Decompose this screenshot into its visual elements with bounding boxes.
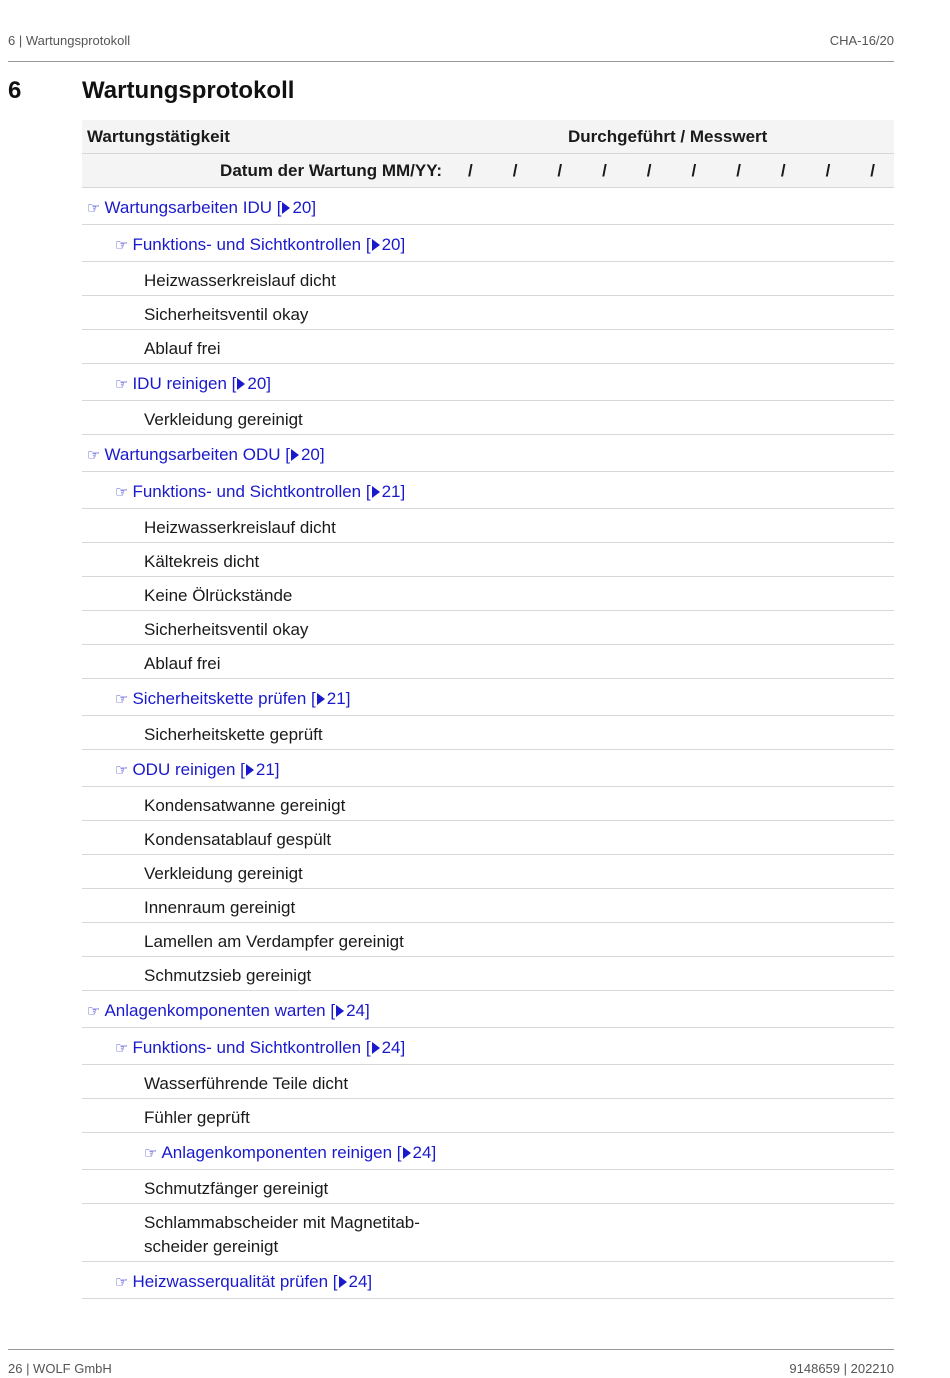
date-slash: / [691,161,697,180]
checklist-item-text: Lamellen am Verdampfer gereinigt [144,932,404,951]
checklist-row [82,262,894,296]
header-divider [8,61,894,62]
page-footer [8,1361,894,1376]
section-link-row[interactable] [82,1133,894,1170]
maintenance-table [82,120,894,1299]
section-link[interactable] [115,1036,405,1061]
date-slash: / [602,161,607,180]
chapter-title: Wartungsprotokoll [82,77,295,104]
date-label: Datum der Wartung MM/YY: [220,161,442,180]
triangle-right-icon [317,693,325,705]
checklist-item-line1: Schlammabscheider mit Magnetitab- [144,1213,420,1232]
section-link[interactable] [115,687,350,712]
footer-company: 26 | WOLF GmbH [8,1361,112,1376]
section-link[interactable] [115,758,280,783]
date-slash: / [512,161,518,180]
section-link-label: Anlagenkomponenten reinigen [ [161,1143,402,1162]
page-reference: 24] [412,1143,437,1162]
page-reference: 21] [326,689,351,708]
section-link-row[interactable] [82,435,894,472]
pointing-hand-icon: ☞ [87,1003,101,1020]
checklist-item-text: Kondensatablauf gespült [144,830,332,849]
section-link-row[interactable] [82,472,894,509]
pointing-hand-icon: ☞ [87,200,101,217]
checklist-item-text: Wasserführende Teile dicht [144,1074,349,1093]
date-slash: / [557,161,563,180]
pointing-hand-icon: ☞ [115,237,129,254]
chapter-number: 6 [8,77,22,104]
page-reference: 20] [381,235,406,254]
pointing-hand-icon: ☞ [115,691,129,708]
triangle-right-icon [339,1276,347,1288]
page-reference: 20] [292,198,317,217]
section-link-label: Anlagenkomponenten warten [ [104,1001,336,1020]
checklist-item-text: Sicherheitsventil okay [144,305,309,324]
checklist-row [82,543,894,577]
triangle-right-icon [291,449,299,461]
triangle-right-icon [372,486,380,498]
date-header-row [82,154,894,188]
checklist-item-text: Fühler geprüft [144,1108,250,1127]
checklist-item-text: Ablauf frei [144,654,221,673]
checklist-row [82,855,894,889]
section-link-row[interactable] [82,679,894,716]
checklist-item-text: Kältekreis dicht [144,552,260,571]
date-slash: / [870,161,876,180]
checklist-item-text: Keine Ölrückstände [144,586,293,605]
section-link[interactable] [115,233,405,258]
triangle-right-icon [372,1042,380,1054]
section-link[interactable] [115,1270,372,1295]
page-reference: 21] [381,482,406,501]
page-reference: 24] [346,1001,370,1020]
pointing-hand-icon: ☞ [87,447,101,464]
section-link-row[interactable] [82,1028,894,1065]
checklist-item-text: Verkleidung gereinigt [144,410,303,429]
section-link-label: Wartungsarbeiten ODU [ [104,445,290,464]
section-link-label: Funktions- und Sichtkontrollen [ [132,1038,371,1057]
checklist-row [82,611,894,645]
page-reference: 20] [247,374,272,393]
section-link[interactable] [115,480,405,505]
section-link-label: Heizwasserqualität prüfen [ [132,1272,338,1291]
section-link[interactable] [144,1141,436,1166]
checklist-item-line2: scheider gereinigt [144,1237,279,1256]
checklist-row [82,1065,894,1099]
date-slash: / [646,161,652,180]
checklist-item-text: Ablauf frei [144,339,221,358]
section-link-row[interactable] [82,750,894,787]
checklist-row [82,923,894,957]
section-link-row[interactable] [82,1262,894,1299]
section-link-label: Wartungsarbeiten IDU [ [104,198,282,217]
checklist-item-text: Schmutzfänger gereinigt [144,1179,329,1198]
checklist-item-text: Verkleidung gereinigt [144,864,303,883]
triangle-right-icon [372,239,380,251]
checklist-item-text: Innenraum gereinigt [144,898,296,917]
checklist-row [82,1099,894,1133]
section-link[interactable] [87,999,370,1024]
section-link-label: Sicherheitskette prüfen [ [132,689,316,708]
footer-divider [8,1349,894,1350]
checklist-item-text: Heizwasserkreislauf dicht [144,518,336,537]
section-link-label: Funktions- und Sichtkontrollen [ [132,482,371,501]
header-model: CHA-16/20 [829,33,894,48]
section-link-label: IDU reinigen [ [132,374,237,393]
triangle-right-icon [336,1005,344,1017]
section-link-row[interactable] [82,188,894,225]
checklist-row [82,401,894,435]
page-header [8,33,894,48]
table-header-row [82,120,894,154]
checklist-item-text [144,1211,420,1259]
date-slash: / [780,161,786,180]
checklist-item-text: Sicherheitskette geprüft [144,725,323,744]
page-reference: 24] [348,1272,373,1291]
pointing-hand-icon: ☞ [115,1040,129,1057]
checklist-row [82,577,894,611]
triangle-right-icon [403,1147,411,1159]
pointing-hand-icon: ☞ [115,1274,129,1291]
checklist-row [82,509,894,543]
pointing-hand-icon: ☞ [115,762,129,779]
checklist-item-text: Sicherheitsventil okay [144,620,309,639]
checklist-row [82,716,894,750]
checklist-row [82,1204,894,1262]
triangle-right-icon [246,764,254,776]
checklist-row [82,1170,894,1204]
checklist-row [82,787,894,821]
checklist-row [82,889,894,923]
page-reference: 20] [300,445,325,464]
checklist-row [82,957,894,991]
section-link[interactable] [87,443,325,468]
pointing-hand-icon: ☞ [144,1145,158,1162]
table-body [82,188,894,1299]
pointing-hand-icon: ☞ [115,376,129,393]
column-activity-header: Wartungstätigkeit [87,127,230,146]
triangle-right-icon [237,378,245,390]
checklist-row [82,296,894,330]
section-link-row[interactable] [82,991,894,1028]
checklist-row [82,330,894,364]
page-reference: 21] [255,760,280,779]
section-link[interactable] [115,372,271,397]
checklist-item-text: Schmutzsieb gereinigt [144,966,312,985]
header-section: 6 | Wartungsprotokoll [8,33,131,48]
triangle-right-icon [282,202,290,214]
date-slash: / [825,161,831,180]
checklist-item-text: Kondensatwanne gereinigt [144,796,346,815]
section-link-row[interactable] [82,364,894,401]
column-result-header: Durchgeführt / Messwert [568,127,768,146]
pointing-hand-icon: ☞ [115,484,129,501]
checklist-item-text: Heizwasserkreislauf dicht [144,271,336,290]
section-link-label: ODU reinigen [ [132,760,245,779]
section-link[interactable] [87,196,316,221]
date-slash: / [468,161,473,180]
footer-docnumber: 9148659 | 202210 [789,1361,894,1376]
section-link-label: Funktions- und Sichtkontrollen [ [132,235,371,254]
section-link-row[interactable] [82,225,894,262]
checklist-row [82,821,894,855]
page-reference: 24] [381,1038,406,1057]
date-slash: / [736,161,741,180]
checklist-row [82,645,894,679]
